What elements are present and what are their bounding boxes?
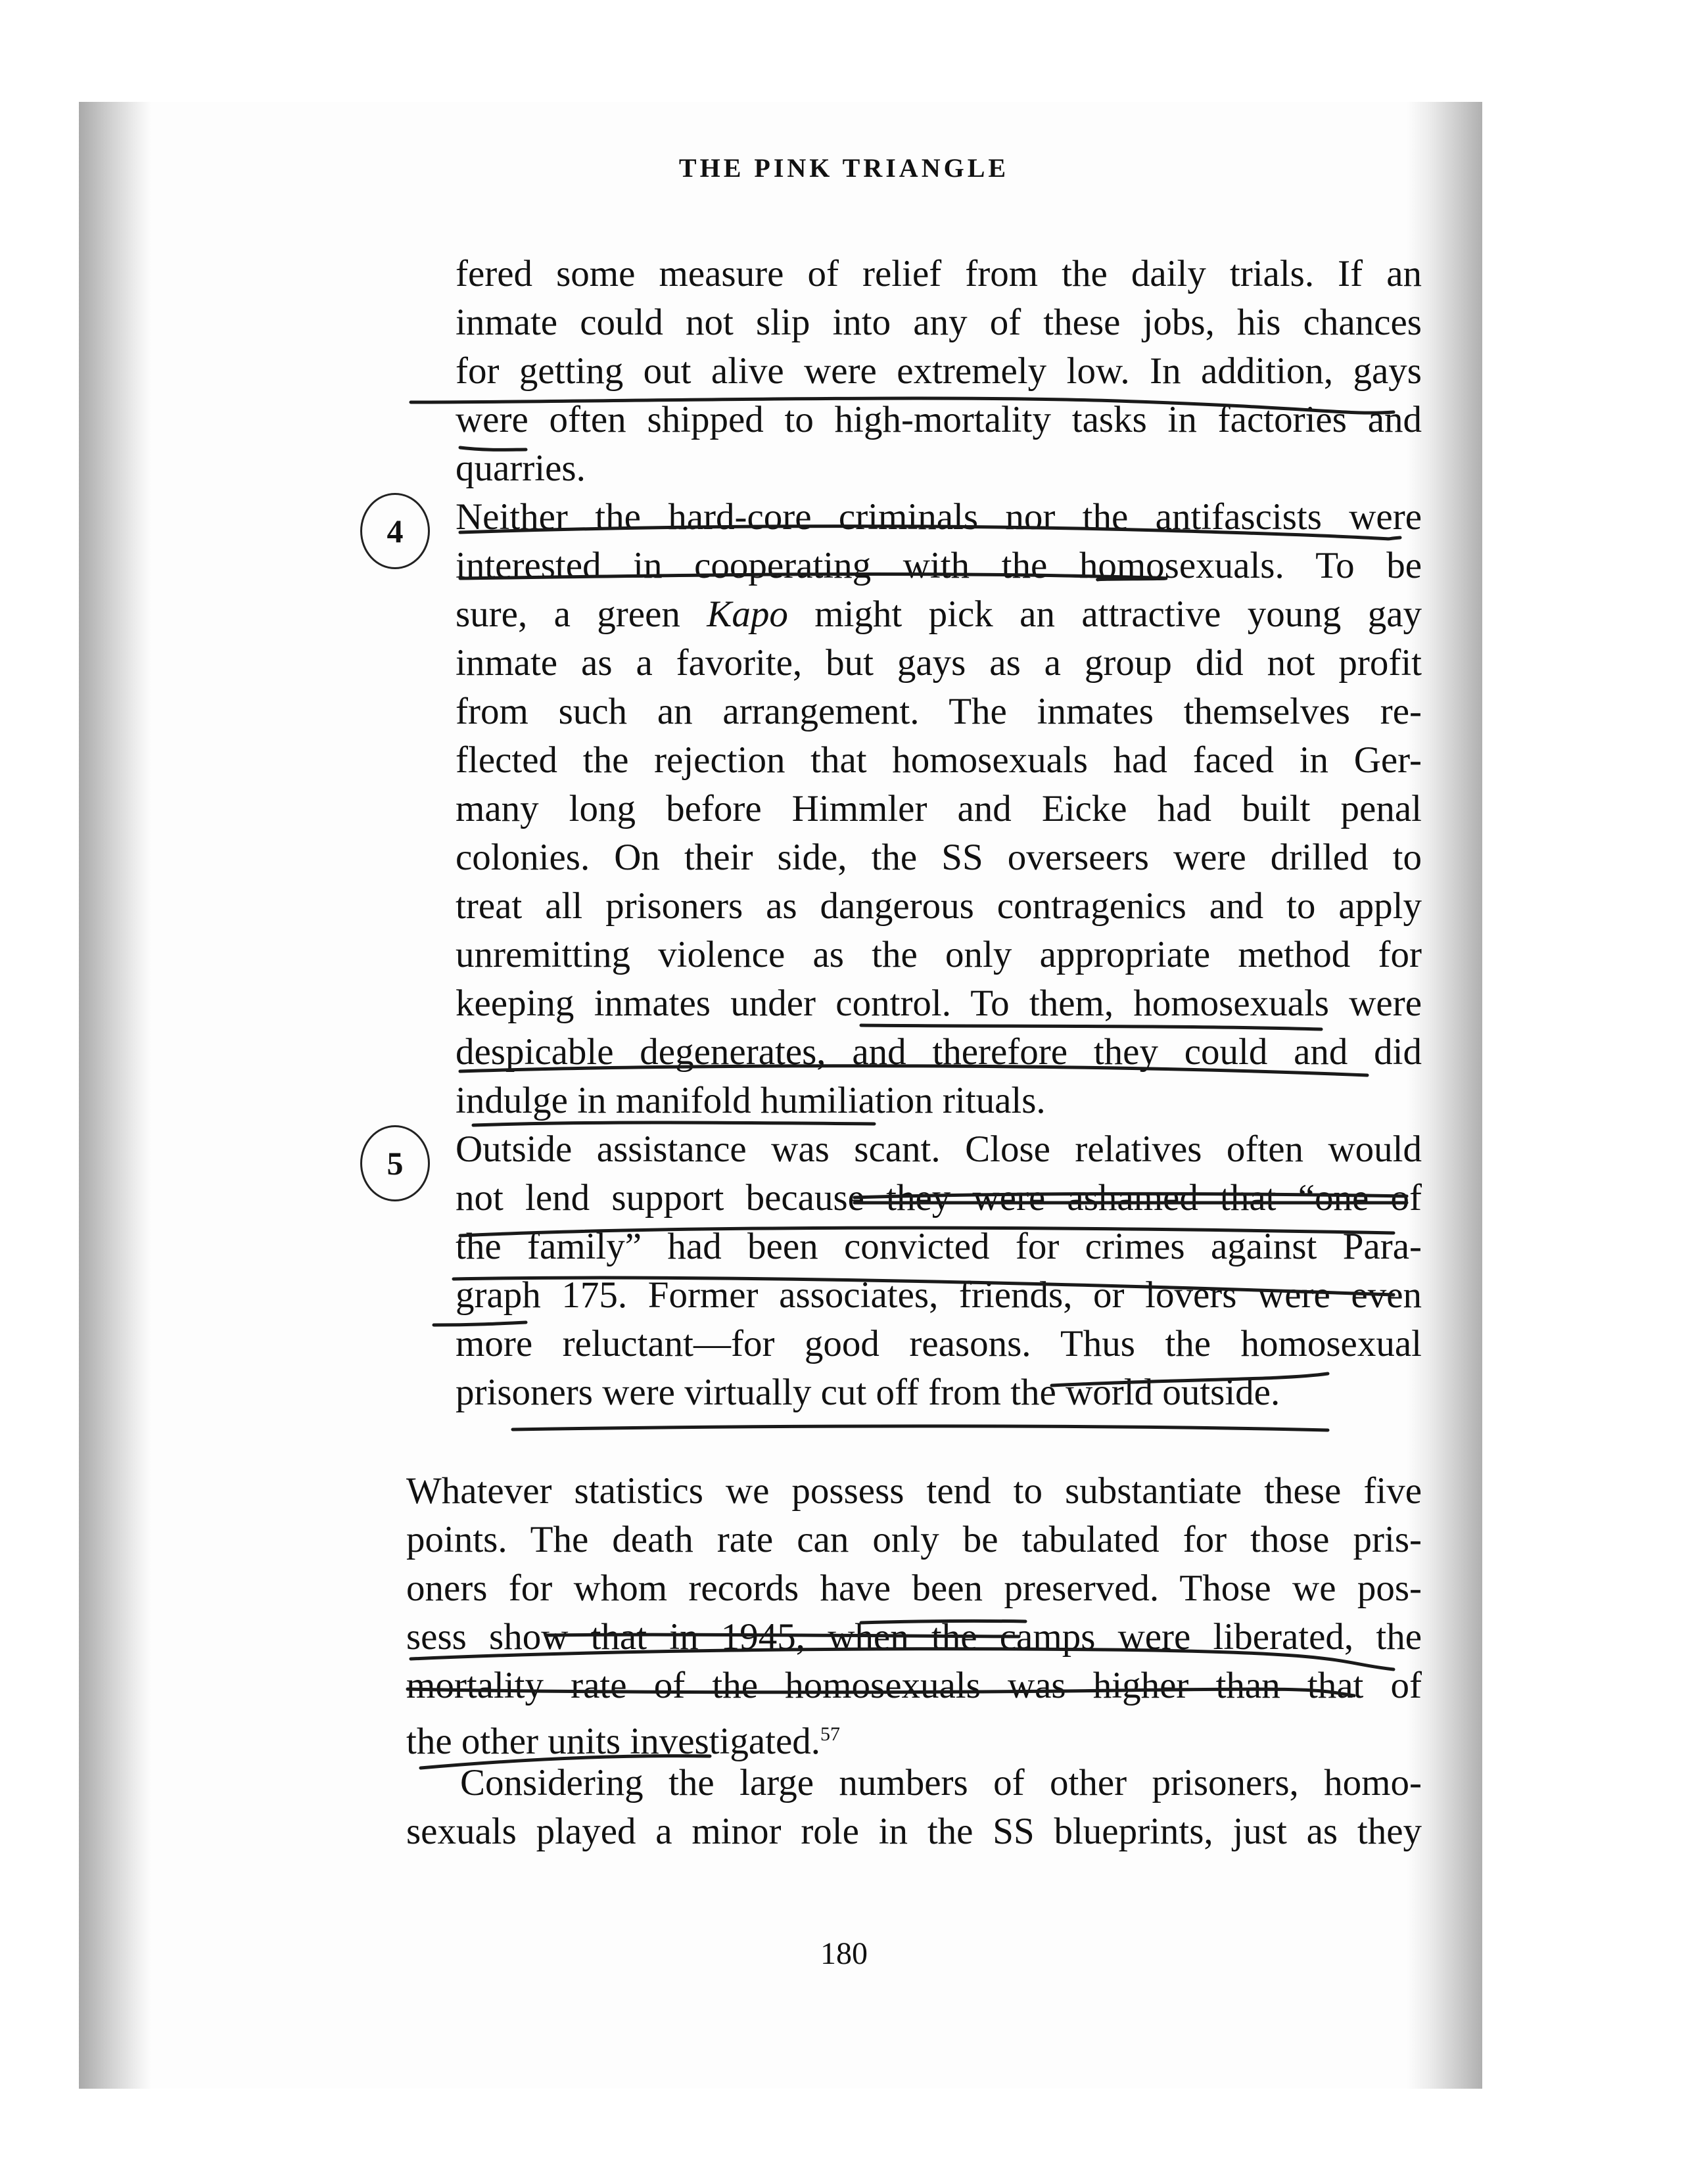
text-line: Outside assistance was scant. Close relatives often would (456, 1128, 1422, 1170)
footnote-ref: 57 (820, 1723, 841, 1745)
text-line: from such an arrangement. The inmates themselves re- (456, 691, 1422, 732)
text-line (456, 590, 1422, 639)
text-line: sexuals played a minor role in the SS blueprints, just as they (406, 1811, 1422, 1852)
text-line: Considering the large numbers of other prisoners, homo- (460, 1762, 1422, 1803)
text-line (406, 1710, 1422, 1766)
text-line: many long before Himmler and Eicke had built penal (456, 788, 1422, 829)
text-line: mortality rate of the homosexuals was higher than that of (406, 1665, 1422, 1706)
text-span: the other units investigated. (406, 1721, 821, 1762)
binding-shadow-left (79, 102, 151, 2089)
text-line: colonies. On their side, the SS overseers were drilled to (456, 837, 1422, 878)
text-line: indulge in manifold humiliation rituals. (456, 1080, 1046, 1121)
text-line: oners for whom records have been preserved. Those we pos- (406, 1568, 1422, 1609)
text-line: graph 175. Former associates, friends, or lovers were even (456, 1274, 1422, 1316)
text-line: were often shipped to high-mortality tasks in factories and (456, 399, 1422, 440)
text-line: despicable degenerates, and therefore they could and did (456, 1031, 1422, 1073)
text-line: fered some measure of relief from the daily trials. If an (456, 253, 1422, 294)
text-line: inmate could not slip into any of these jobs, his chances (456, 302, 1422, 343)
text-line: Whatever statistics we possess tend to substantiate these five (406, 1470, 1422, 1512)
text-line: treat all prisoners as dangerous contragenics and to apply (456, 885, 1422, 927)
text-line: for getting out alive were extremely low. In addition, gays (456, 350, 1422, 392)
text-line: interested in cooperating with the homosexuals. To be (456, 545, 1422, 586)
text-line: Neither the hard-core criminals nor the antifascists were (456, 496, 1422, 538)
text-line: points. The death rate can only be tabulated for those pris- (406, 1519, 1422, 1560)
text-line: prisoners were virtually cut off from the world outside. (456, 1372, 1280, 1413)
text-line: not lend support because they were ashamed that “one of (456, 1177, 1422, 1219)
page-number: 180 (820, 1936, 868, 1971)
running-head: THE PINK TRIANGLE (678, 153, 1010, 183)
margin-marker-circle: 5 (360, 1125, 430, 1201)
text-line: keeping inmates under control. To them, homosexuals were (456, 983, 1422, 1024)
text-line: inmate as a favorite, but gays as a group did not profit (456, 642, 1422, 684)
italic-term: Kapo (707, 593, 788, 635)
margin-marker-circle: 4 (360, 493, 430, 569)
text-line: unremitting violence as the only appropriate method for (456, 934, 1422, 975)
text-line: sess show that in 1945, when the camps were liberated, the (406, 1616, 1422, 1658)
text-line: flected the rejection that homosexuals had faced in Ger- (456, 739, 1422, 781)
text-line: the family” had been convicted for crimes against Para- (456, 1226, 1422, 1267)
text-line: more reluctant—for good reasons. Thus the homosexual (456, 1323, 1422, 1364)
text-span: might pick an attractive young gay (787, 593, 1422, 635)
text-line: quarries. (456, 448, 586, 489)
text-span: sure, a green (456, 593, 707, 635)
